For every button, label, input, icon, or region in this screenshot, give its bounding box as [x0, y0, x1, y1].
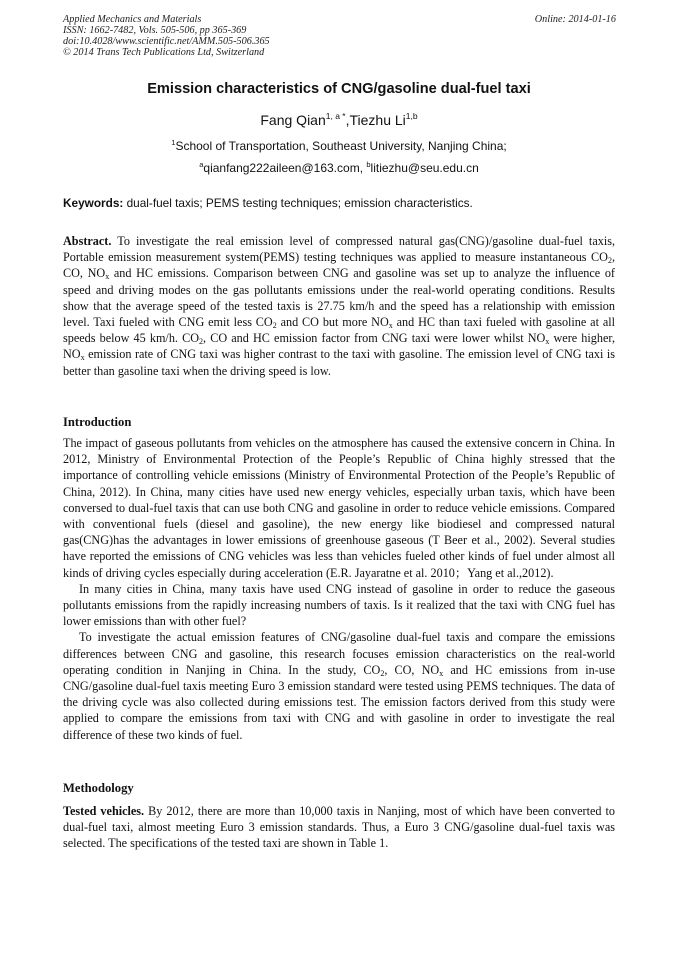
paragraph-text: , CO, NO	[384, 662, 440, 677]
abstract-paragraph	[63, 233, 615, 379]
subscript: x	[545, 337, 550, 347]
introduction-section	[63, 435, 615, 743]
online-date: Online: 2014-01-16	[534, 14, 616, 25]
abstract-text: were higher, NO	[63, 331, 615, 362]
methodology-text: By 2012, there are more than 10,000 taxis in Nanjing, most of which have been converted to dual-fuel taxi, almost meeting Euro 3 emission standards. Thus, a Euro 3 CNG/gasoline dual-fuel taxis was selected. The specifications of the tested taxi are shown in Table 1.	[63, 804, 615, 851]
abstract-text: emission rate of CNG taxi was higher contrast to the taxi with gasoline. The emission level of CNG taxi is better than gasoline taxi when the driving speed is low.	[63, 347, 615, 378]
methodology-paragraph	[63, 803, 615, 852]
abstract	[63, 233, 615, 379]
affiliation	[0, 139, 678, 153]
author-emails	[0, 161, 678, 175]
journal-copyright: © 2014 Trans Tech Publications Ltd, Switzerland	[63, 47, 265, 58]
journal-header	[63, 14, 616, 58]
paragraph-text: To investigate the actual emission features of CNG/gasoline dual-fuel taxis and compare the emissions differences between CNG and gasoline, this research focuses emission characteristics on the real-world operating condition in Nanjing in China. In the study, CO	[63, 630, 615, 677]
keywords-text: dual-fuel taxis; PEMS testing techniques; emission characteristics.	[123, 196, 473, 210]
subscript: 2	[607, 256, 612, 266]
keywords-label: Keywords:	[63, 196, 124, 210]
subscript: 2	[272, 321, 277, 331]
methodology-section	[63, 803, 615, 852]
author-name: Fang Qian	[260, 112, 326, 128]
email-link[interactable]: qianfang222aileen@163.com,	[203, 161, 367, 175]
paper-title: Emission characteristics of CNG/gasoline dual-fuel taxi	[147, 81, 531, 97]
subscript: x	[80, 353, 85, 363]
author-affiliation-marker: 1,b	[405, 111, 418, 121]
subscript: 2	[380, 668, 385, 678]
keywords	[63, 196, 618, 210]
author-separator: ,	[345, 112, 350, 128]
email-marker: a	[199, 160, 204, 169]
author-name: Tiezhu Li	[349, 112, 406, 128]
subsection-label: Tested vehicles.	[63, 804, 145, 818]
abstract-text: and CO but more NO	[276, 315, 389, 330]
paragraph-text: and HC emissions from in-use CNG/gasoline dual-fuel taxis meeting Euro 3 emission standard were tested using PEMS techniques. The data of the driving cycle was also collected during emissions test. The emission factors derived from this study were applied to compare the emissions from taxi with CNG and with gasoline in order to investigate the real difference of these two kinds of fuel.	[63, 662, 615, 742]
section-heading-introduction: Introduction	[63, 415, 132, 429]
introduction-paragraph: The impact of gaseous pollutants from vehicles on the atmosphere has caused the extensive concern in China. In 2012, Ministry of Environmental Protection of the People’s Republic of China highly stressed that the importance of controlling vehicle emissions (Ministry of Environmental Protection of the People’s Republic of China, 2012). In China, many cities have used new energy vehicles, especially urban taxis, which have been conversed to dual-fuel taxis that can use both CNG and gasoline in order to reduce vehicle emissions. Compared with conventional fuels (diesel and gasoline), the new energy like biodiesel and compressed natural gas(CNG)has the advantages in lower emissions of greenhouse gaseous (T Beer et al., 2002). Several studies have reported the emissions of CNG vehicles was less than vehicles fueled other kinds of fuel under almost all kinds of driving cycles especially during acceleration (E.R. Jayaratne et al. 2010；Yang et al.,2012).	[63, 436, 615, 580]
abstract-text: and HC than taxi fueled with gasoline at all speeds below 45 km/h. CO	[63, 315, 616, 346]
introduction-paragraph	[63, 629, 615, 742]
journal-doi[interactable]: doi:10.4028/www.scientific.net/AMM.505-506.365	[63, 36, 270, 47]
journal-issn: ISSN: 1662-7482, Vols. 505-506, pp 365-369	[63, 25, 247, 36]
abstract-label: Abstract.	[63, 234, 112, 248]
affiliation-text: School of Transportation, Southeast University, Nanjing China;	[175, 139, 507, 153]
journal-name: Applied Mechanics and Materials	[63, 14, 202, 25]
author-line	[0, 112, 678, 128]
subscript: x	[105, 272, 110, 282]
email-marker: b	[366, 160, 371, 169]
subscript: x	[439, 668, 444, 678]
affiliation-marker: 1	[171, 138, 176, 147]
abstract-text: , CO, NO	[63, 250, 615, 281]
section-heading-methodology: Methodology	[63, 781, 134, 795]
introduction-paragraph: In many cities in China, many taxis have used CNG instead of gasoline in order to reduce the gaseous pollutants emissions from the rapidly increasing numbers of taxis. Is it realized that the taxi with CNG fuel has lower emissions than with other fuel?	[63, 581, 615, 629]
abstract-text: To investigate the real emission level of compressed natural gas(CNG)/gasoline dual-fuel taxis, Portable emission measurement system(PEMS) testing techniques was applied to measure instantaneous CO	[63, 234, 615, 265]
subscript: x	[388, 321, 393, 331]
email-link[interactable]: litiezhu@seu.edu.cn	[370, 161, 479, 175]
subscript: 2	[199, 337, 204, 347]
abstract-text: and HC emissions. Comparison between CNG and gasoline was set up to analyze the influence of speed and driving modes on the gas pollutants emissions under the real-world operating conditions. Results show that the average speed of the tested taxis is 27.75 km/h and the speed has a relationship with emission level. Taxi fueled with CNG emit less CO	[63, 266, 615, 330]
author-affiliation-marker: 1, a *	[325, 111, 346, 121]
abstract-text: , CO and HC emission factor from CNG taxi were lower whilst NO	[203, 331, 546, 346]
